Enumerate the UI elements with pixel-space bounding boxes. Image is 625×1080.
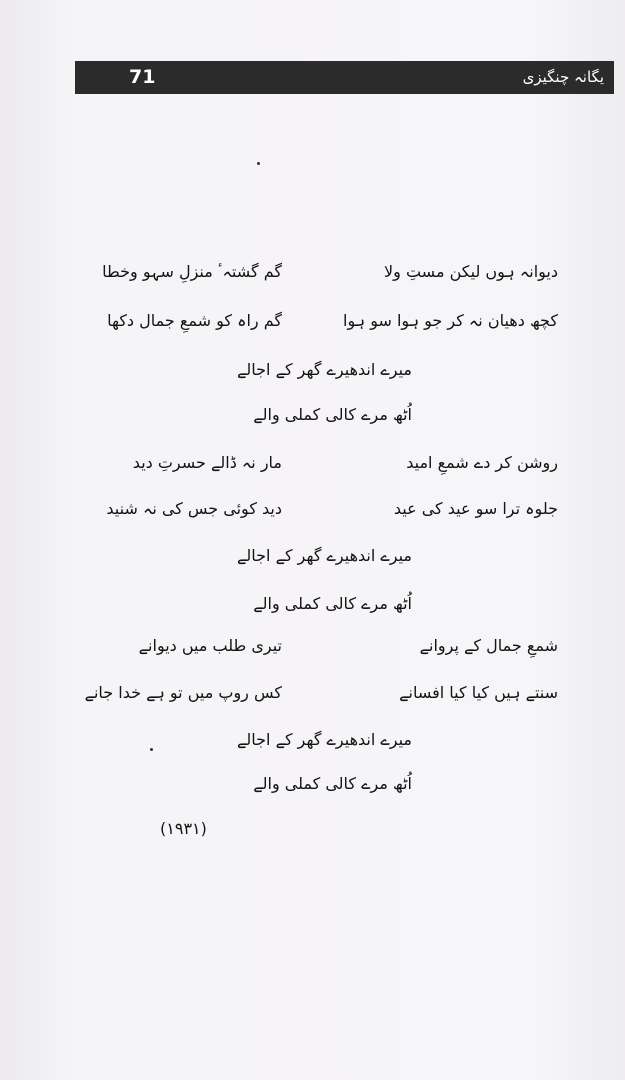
couplet-3-second-hemistich: مار نہ ڈالے حسرتِ دید	[132, 453, 282, 472]
couplet-2-second-hemistich: گم راہ کو شمعِ جمال دکھا	[107, 311, 282, 330]
couplet-4-second-hemistich: دید کوئی جس کی نہ شنید	[106, 499, 282, 518]
running-title: یگانہ چنگیزی	[522, 68, 604, 86]
refrain-line-1: میرے اندھیرے گھر کے اجالے	[237, 360, 412, 379]
refrain-line-2: اُٹھ مرے کالی کملی والے	[253, 405, 412, 424]
couplet-3-first-hemistich: روشن کر دے شمعِ امید	[406, 453, 558, 472]
refrain-line-2: اُٹھ مرے کالی کملی والے	[253, 594, 412, 613]
refrain-line-1: میرے اندھیرے گھر کے اجالے	[237, 730, 412, 749]
couplet-6-second-hemistich: کس روپ میں تو ہے خدا جانے	[84, 683, 282, 702]
page-number: 71	[129, 66, 156, 88]
refrain-line-2: اُٹھ مرے کالی کملی والے	[253, 774, 412, 793]
refrain-line-1: میرے اندھیرے گھر کے اجالے	[237, 546, 412, 565]
couplet-4-first-hemistich: جلوہ ترا سو عید کی عید	[393, 499, 558, 518]
couplet-5-second-hemistich: تیری طلب میں دیوانے	[138, 636, 282, 655]
couplet-5-first-hemistich: شمعِ جمال کے پروانے	[419, 636, 558, 655]
composition-year: (۱۹۳۱)	[160, 819, 207, 838]
couplet-2-first-hemistich: کچھ دھیان نہ کر جو ہوا سو ہوا	[343, 311, 558, 330]
couplet-1-first-hemistich: دیوانہ ہوں لیکن مستِ ولا	[384, 262, 558, 281]
couplet-1-second-hemistich: گم گشتہٴ منزلِ سہو وخطا	[102, 262, 282, 281]
couplet-6-first-hemistich: سنتے ہیں کیا کیا افسانے	[399, 683, 558, 702]
